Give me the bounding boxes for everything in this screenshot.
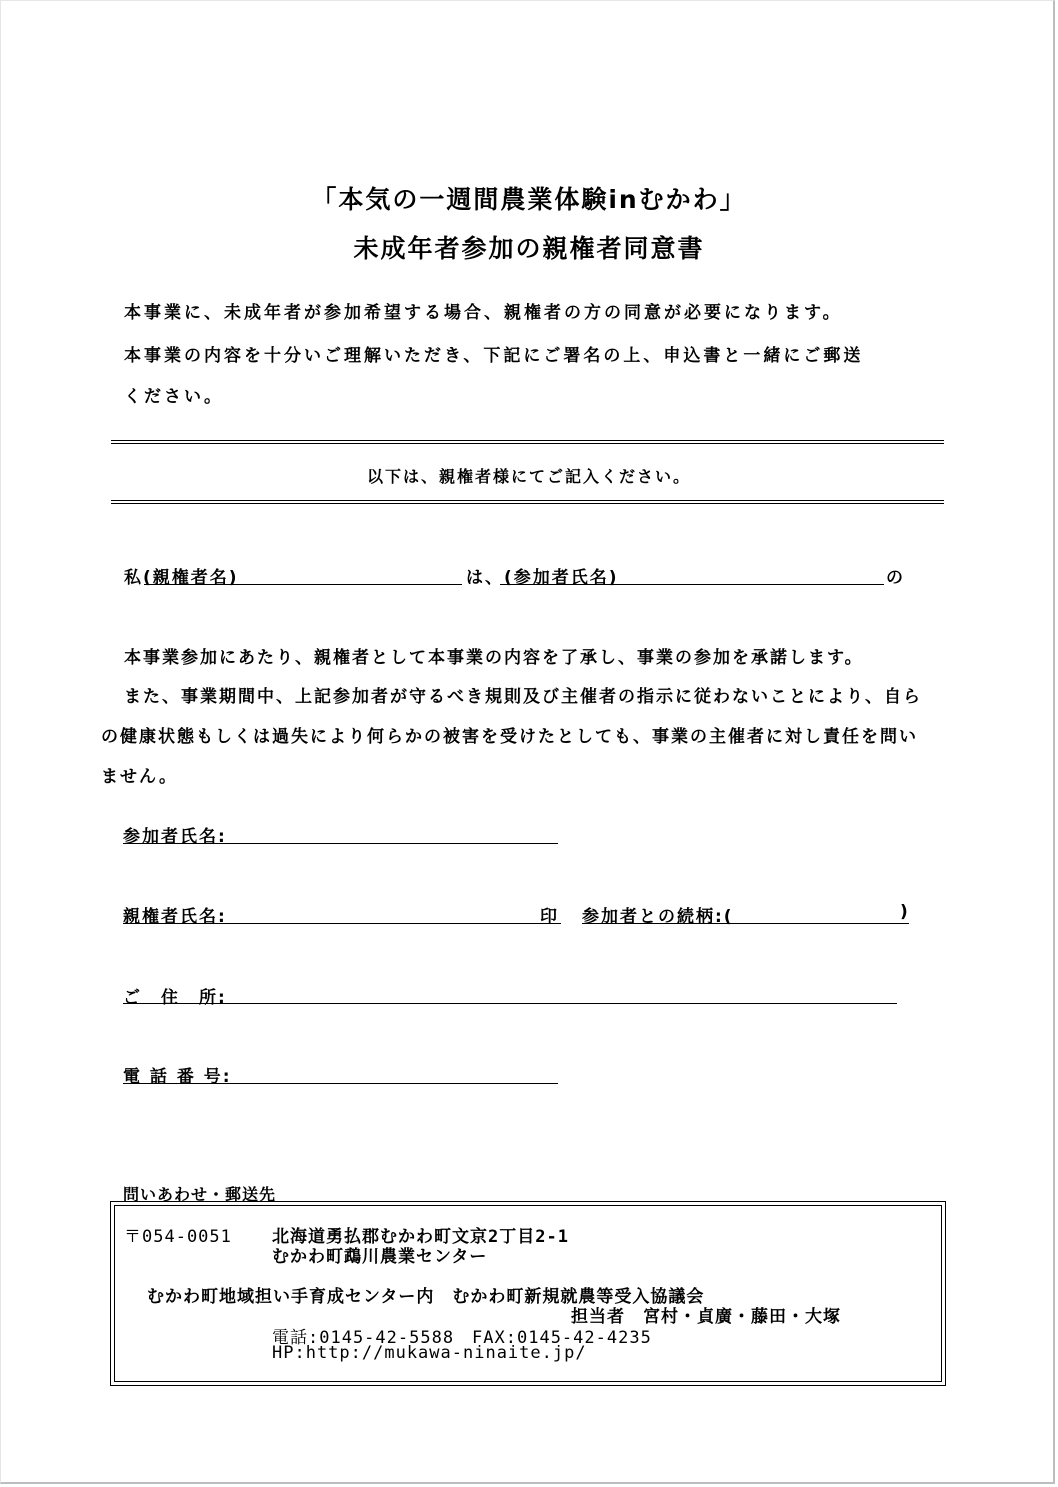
consent-para-2-line-2: の健康状態もしくは過失により何らかの被害を受けたとしても、事業の主催者に対し責任を問い bbox=[101, 727, 918, 747]
divider-bottom bbox=[111, 500, 944, 504]
contact-heading: 問いあわせ・郵送先 bbox=[123, 1185, 277, 1204]
consent-suffix: の bbox=[886, 568, 905, 588]
divider-top bbox=[111, 440, 944, 444]
relation-field[interactable] bbox=[582, 923, 909, 924]
address-field[interactable] bbox=[123, 1003, 897, 1004]
consent-para-2-line-1: また、事業期間中、上記参加者が守るべき規則及び主催者の指示に従わないことにより、自ら bbox=[124, 687, 922, 707]
relation-close: ) bbox=[900, 902, 910, 922]
consent-para-2-line-3: ません。 bbox=[101, 767, 179, 787]
document-subtitle: 未成年者参加の親権者同意書 bbox=[353, 234, 705, 263]
participant-name-field[interactable] bbox=[123, 843, 558, 844]
intro-line-3: ください。 bbox=[124, 387, 224, 407]
contact-address: 北海道勇払郡むかわ町文京2丁目2-1 bbox=[272, 1227, 569, 1247]
contact-postal: 〒054-0051 bbox=[124, 1227, 232, 1247]
participant-name-label: 参加者氏名: bbox=[123, 827, 227, 847]
relation-label: 参加者との続柄:( bbox=[582, 907, 734, 927]
contact-staff: 担当者 宮村・貞廣・藤田・大塚 bbox=[571, 1307, 841, 1327]
seal-mark: 印 bbox=[540, 907, 559, 927]
phone-field[interactable] bbox=[123, 1083, 558, 1084]
guardian-name-blank[interactable] bbox=[144, 584, 462, 585]
guardian-name-label: 親権者氏名: bbox=[123, 907, 227, 927]
consent-para-1: 本事業参加にあたり、親権者として本事業の内容を了承し、事業の参加を承諾します。 bbox=[124, 648, 864, 668]
contact-center: むかわ町鵡川農業センター bbox=[272, 1247, 488, 1267]
address-label: ご 住 所: bbox=[123, 988, 227, 1008]
document-title: 「本気の一週間農業体験inむかわ」 bbox=[311, 185, 747, 214]
intro-line-2: 本事業の内容を十分いご理解いただき、下記にご署名の上、申込書と一緒にご郵送 bbox=[124, 346, 864, 366]
guardian-name-field[interactable] bbox=[123, 923, 561, 924]
intro-line-1: 本事業に、未成年者が参加希望する場合、親権者の方の同意が必要になります。 bbox=[124, 303, 843, 323]
phone-label: 電 話 番 号: bbox=[123, 1067, 232, 1087]
participant-name-prefix: は、(参加者氏名) bbox=[466, 568, 619, 588]
contact-hp-link[interactable]: HP:http://mukawa-ninaite.jp/ bbox=[272, 1343, 587, 1363]
guardian-notice: 以下は、親権者様にてご記入ください。 bbox=[366, 467, 691, 486]
contact-org: むかわ町地域担い手育成センター内 むかわ町新規就農等受入協議会 bbox=[147, 1287, 705, 1307]
participant-name-blank[interactable] bbox=[500, 584, 884, 585]
guardian-name-prefix: 私(親権者名) bbox=[124, 568, 239, 588]
contact-tel-fax: 電話:0145-42-5588 FAX:0145-42-4235 bbox=[272, 1328, 652, 1348]
